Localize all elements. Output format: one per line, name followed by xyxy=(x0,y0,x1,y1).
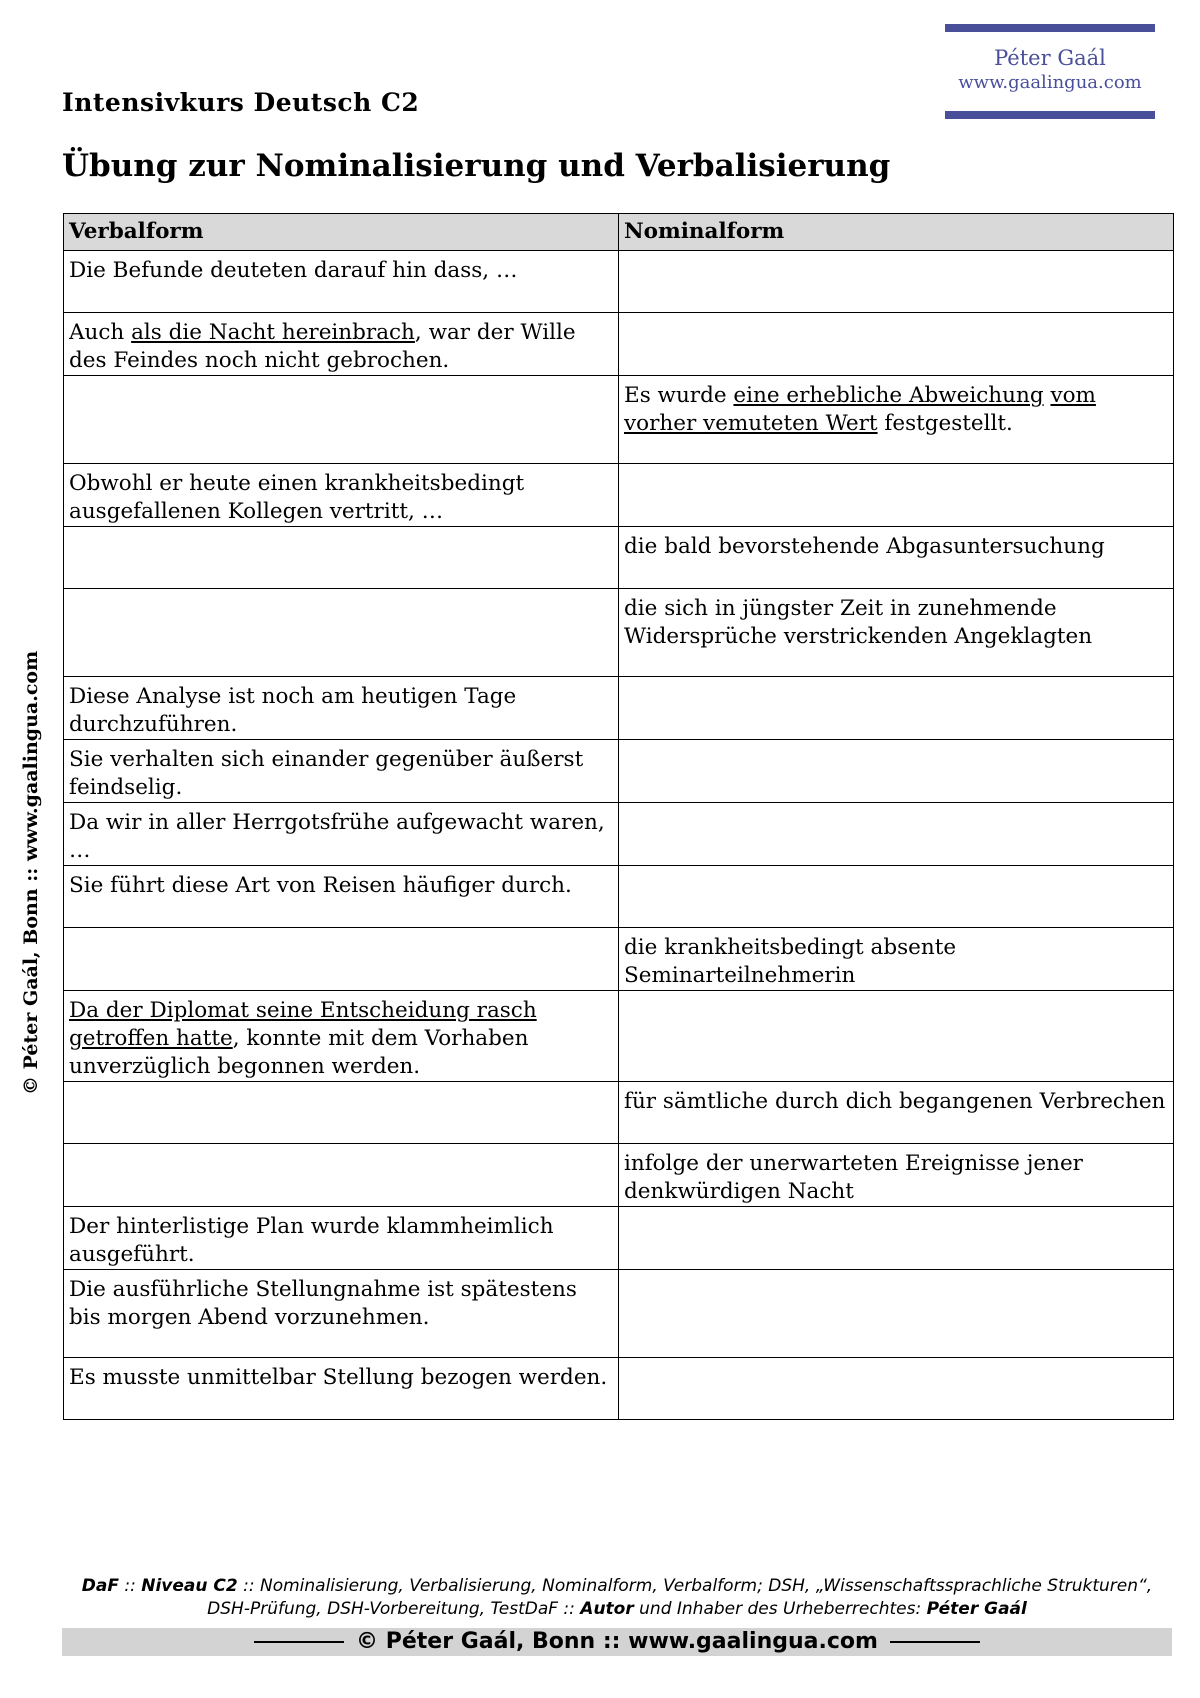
nominalform-cell[interactable] xyxy=(619,677,1174,740)
table-row xyxy=(64,251,1174,313)
column-header-verbalform: Verbalform xyxy=(64,214,619,251)
nominalform-cell[interactable]: die sich in jüngster Zeit in zunehmende Widersprüche verstrickenden Angeklagten xyxy=(619,589,1174,677)
logo-bottom-bar xyxy=(945,111,1155,119)
nominalform-cell[interactable] xyxy=(619,1270,1174,1358)
cell-text: , war der Wille des Feindes noch nicht gebrochen. xyxy=(69,320,576,373)
table-row xyxy=(64,677,1174,740)
verbalform-cell[interactable]: Da wir in aller Herrgotsfrühe aufgewacht waren, … xyxy=(64,803,619,866)
side-copyright: © Péter Gaál, Bonn :: www.gaalingua.com xyxy=(20,650,42,1095)
verbalform-cell[interactable] xyxy=(64,589,619,677)
table-row xyxy=(64,1358,1174,1420)
table-row xyxy=(64,991,1174,1082)
verbalform-cell[interactable] xyxy=(64,991,619,1082)
footer-text: und Inhaber des Urheberrechtes: xyxy=(633,1599,927,1619)
footer-copyright-bar xyxy=(62,1628,1172,1656)
verbalform-cell[interactable]: Diese Analyse ist noch am heutigen Tage durchzuführen. xyxy=(64,677,619,740)
table-row xyxy=(64,740,1174,803)
table-row xyxy=(64,1270,1174,1358)
table-row xyxy=(64,1207,1174,1270)
table-row xyxy=(64,527,1174,589)
logo-top-bar xyxy=(945,24,1155,32)
footer-text: DaF xyxy=(81,1576,119,1596)
footer-dash-right xyxy=(890,1641,980,1643)
nominalform-cell[interactable] xyxy=(619,866,1174,928)
table-row xyxy=(64,803,1174,866)
nominalform-cell[interactable]: die krankheitsbedingt absente Seminarteilnehmerin xyxy=(619,928,1174,991)
verbalform-cell[interactable]: Der hinterlistige Plan wurde klammheimlich ausgeführt. xyxy=(64,1207,619,1270)
verbalform-cell[interactable] xyxy=(64,527,619,589)
verbalform-cell[interactable] xyxy=(64,1082,619,1144)
cell-text: Es wurde xyxy=(624,383,734,408)
nominalform-cell[interactable] xyxy=(619,1358,1174,1420)
footer-dash-left xyxy=(254,1641,344,1643)
verbalform-cell[interactable] xyxy=(64,376,619,464)
footer-text: Niveau C2 xyxy=(141,1576,238,1596)
nominalform-cell[interactable] xyxy=(619,376,1174,464)
verbalform-cell[interactable] xyxy=(64,928,619,991)
footer-text: :: Nominalisierung, Verbalisierung, Nominalform, Verbalform; DSH, „Wissenschaftssprachliche Strukturen“, DSH-Prüfung, DSH-Vorbereitung, TestDaF :: xyxy=(207,1576,1153,1619)
exercise-table xyxy=(63,213,1174,1420)
verbalform-cell[interactable]: Die ausführliche Stellungnahme ist spätestens bis morgen Abend vorzunehmen. xyxy=(64,1270,619,1358)
table-row xyxy=(64,464,1174,527)
verbalform-cell[interactable] xyxy=(64,313,619,376)
nominalform-cell[interactable] xyxy=(619,251,1174,313)
underlined-text: als die Nacht hereinbrach xyxy=(131,320,415,345)
logo-name: Péter Gaál xyxy=(994,46,1106,70)
table-row xyxy=(64,1082,1174,1144)
underlined-text: eine erhebliche Abweichung xyxy=(733,383,1044,408)
cell-text: , konnte mit dem Vorhaben unverzüglich begonnen werden. xyxy=(69,1026,529,1079)
nominalform-cell[interactable] xyxy=(619,803,1174,866)
page-title: Übung zur Nominalisierung und Verbalisierung xyxy=(62,148,891,184)
verbalform-cell[interactable]: Sie führt diese Art von Reisen häufiger durch. xyxy=(64,866,619,928)
table-row xyxy=(64,589,1174,677)
verbalform-cell[interactable]: Die Befunde deuteten darauf hin dass, … xyxy=(64,251,619,313)
table-row xyxy=(64,313,1174,376)
table-row xyxy=(64,376,1174,464)
logo xyxy=(945,24,1155,119)
verbalform-cell[interactable]: Es musste unmittelbar Stellung bezogen werden. xyxy=(64,1358,619,1420)
verbalform-cell[interactable]: Obwohl er heute einen krankheitsbedingt ausgefallenen Kollegen vertritt, … xyxy=(64,464,619,527)
nominalform-cell[interactable] xyxy=(619,464,1174,527)
underlined-text: vom vorher vemuteten Wert xyxy=(624,383,1096,436)
verbalform-cell[interactable]: Sie verhalten sich einander gegenüber äußerst feindselig. xyxy=(64,740,619,803)
table-row xyxy=(64,1144,1174,1207)
footer-text: :: xyxy=(118,1576,142,1596)
footer-copyright: © Péter Gaál, Bonn :: www.gaalingua.com xyxy=(356,1629,878,1654)
course-title: Intensivkurs Deutsch C2 xyxy=(62,88,420,117)
nominalform-cell[interactable]: infolge der unerwarteten Ereignisse jener denkwürdigen Nacht xyxy=(619,1144,1174,1207)
cell-text: festgestellt. xyxy=(877,411,1013,436)
nominalform-cell[interactable] xyxy=(619,313,1174,376)
table-row xyxy=(64,928,1174,991)
nominalform-cell[interactable] xyxy=(619,991,1174,1082)
footer-keywords xyxy=(62,1575,1172,1621)
footer-text: Autor xyxy=(580,1599,634,1619)
footer-text: Péter Gaál xyxy=(926,1599,1027,1619)
column-header-nominalform: Nominalform xyxy=(619,214,1174,251)
cell-text: Auch xyxy=(69,320,132,345)
logo-url: www.gaalingua.com xyxy=(958,72,1142,93)
underlined-text: Da der Diplomat seine Entscheidung rasch getroffen hatte xyxy=(69,998,537,1051)
nominalform-cell[interactable]: für sämtliche durch dich begangenen Verbrechen xyxy=(619,1082,1174,1144)
nominalform-cell[interactable] xyxy=(619,1207,1174,1270)
table-header-row xyxy=(64,214,1174,251)
nominalform-cell[interactable] xyxy=(619,740,1174,803)
verbalform-cell[interactable] xyxy=(64,1144,619,1207)
nominalform-cell[interactable]: die bald bevorstehende Abgasuntersuchung xyxy=(619,527,1174,589)
table-row xyxy=(64,866,1174,928)
